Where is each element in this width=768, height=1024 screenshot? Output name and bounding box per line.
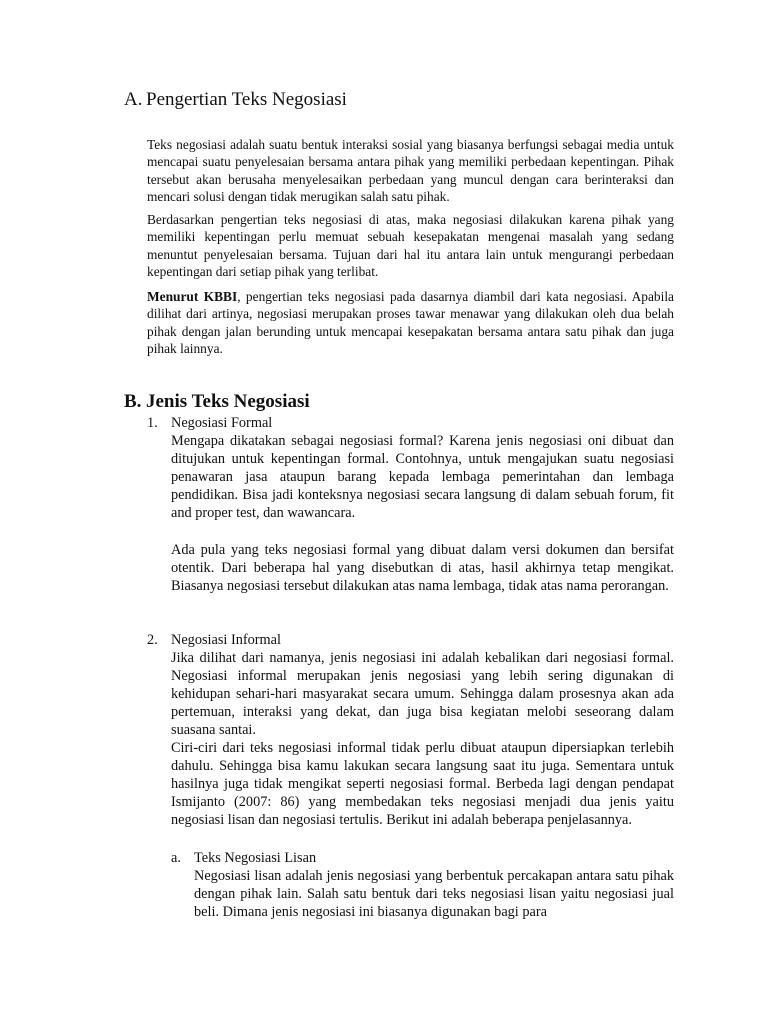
list-item-2-number: 2.: [147, 632, 158, 648]
sub-item-a-title: Teks Negosiasi Lisan: [194, 850, 317, 866]
section-a-paragraph-3-text: , pengertian teks negosiasi pada dasarnya diambil dari kata negosiasi. Apabila dilihat dari artinya, negosiasi merupakan proses tawar menawar yang dilakukan oleh dua belah pihak dengan jalan berunding untuk mencapai kesepakatan bersama antara satu pihak dan juga pihak lainnya.: [147, 289, 674, 357]
list-item-1-number: 1.: [147, 415, 158, 431]
list-item-2-body-1: Jika dilihat dari namanya, jenis negosiasi ini adalah kebalikan dari negosiasi formal. Negosiasi informal merupakan jenis negosiasi yang lebih sering digunakan di kehidupan sehari-hari masyarakat secara umum. Sehingga dalam prosesnya akan ada pertemuan, interaksi yang dekat, dan juga bisa kegiatan melobi seseorang dalam suasana santai.: [171, 650, 674, 738]
list-item-1-body-1: Mengapa dikatakan sebagai negosiasi formal? Karena jenis negosiasi oni dibuat dan ditujukan untuk kepentingan formal. Contohnya, untuk mengajukan suatu negosiasi penawaran jasa ataupun barang kepada lembaga pemerintahan dan lembaga pendidikan. Bisa jadi konteksnya negosiasi secara langsung di dalam sebuah forum, fit and proper test, dan wawancara.: [171, 433, 674, 521]
list-item-1-body-2: Ada pula yang teks negosiasi formal yang dibuat dalam versi dokumen dan bersifat otentik. Dari beberapa hal yang disebutkan di atas, hasil akhirnya tetap mengikat. Biasanya negosiasi tersebut dilakukan atas nama lembaga, tidak atas nama perorangan.: [171, 542, 674, 594]
section-b-heading: [124, 390, 310, 414]
section-b-letter: B.: [124, 391, 142, 412]
section-b-title: Jenis Teks Negosiasi: [146, 391, 310, 412]
section-a-title: Pengertian Teks Negosiasi: [146, 89, 347, 110]
section-a-paragraph-2: Berdasarkan pengertian teks negosiasi di atas, maka negosiasi dilakukan karena pihak yang memiliki kepentingan perlu memuat sebuah kesepakatan mengenai masalah yang sedang menuntut penyelesaian bersama. Tujuan dari hal itu antara lain untuk mengurangi perbedaan kepentingan dari setiap pihak yang terlibat.: [147, 212, 674, 280]
sub-item-a-body: Negosiasi lisan adalah jenis negosiasi yang berbentuk percakapan antara satu pihak dengan pihak lain. Salah satu bentuk dari teks negosiasi lisan yaitu negosiasi jual beli. Dimana jenis negosiasi ini biasanya digunakan bagi para: [194, 868, 674, 920]
list-item-2-title: Negosiasi Informal: [171, 632, 281, 648]
kbbi-bold-text: Menurut KBBI: [147, 289, 238, 304]
section-a-heading: [124, 88, 347, 112]
section-a-paragraph-1: Teks negosiasi adalah suatu bentuk interaksi sosial yang biasanya berfungsi sebagai media untuk mencapai suatu penyelesaian bersama antara pihak yang memiliki perbedaan kepentingan. Pihak tersebut akan berusaha menyelesaikan perbedaan yang muncul dengan cara berinteraksi dan mencari solusi dengan tidak merugikan salah satu pihak.: [147, 137, 674, 205]
list-item-1-title: Negosiasi Formal: [171, 415, 273, 431]
section-a-paragraph-3: [147, 288, 674, 358]
list-item-2-body-2: Ciri-ciri dari teks negosiasi informal tidak perlu dibuat ataupun dipersiapkan terlebih dahulu. Sehingga bisa kamu lakukan secara langsung saat itu juga. Sementara untuk hasilnya juga tidak mengikat seperti negosiasi formal. Berbeda lagi dengan pendapat Ismijanto (2007: 86) yang membedakan teks negosiasi menjadi dua jenis yaitu negosiasi lisan dan negosiasi tertulis. Berikut ini adalah beberapa penjelasannya.: [171, 740, 674, 828]
section-a-letter: A.: [124, 89, 143, 110]
sub-item-a-number: a.: [171, 850, 181, 866]
